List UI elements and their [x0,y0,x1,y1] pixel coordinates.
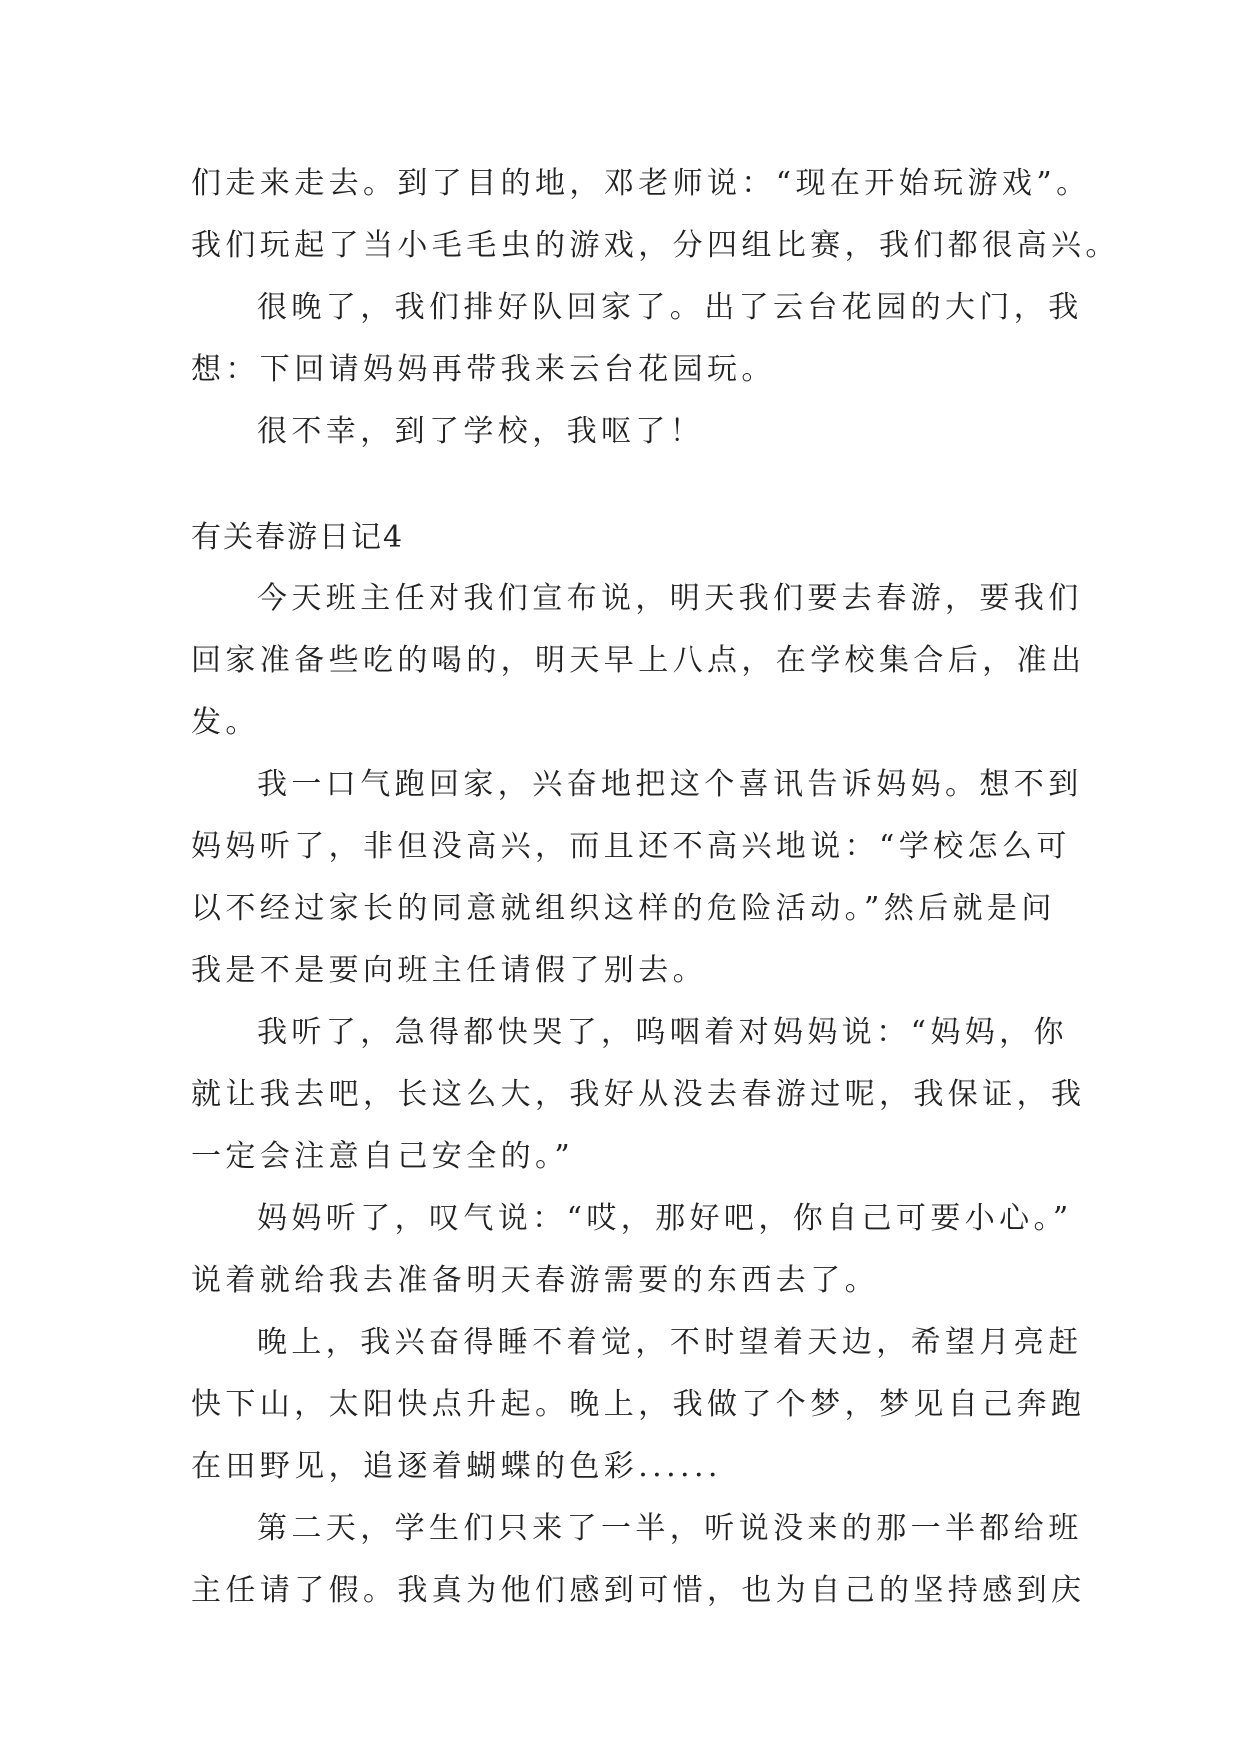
text-line: 想：下回请妈妈再带我来云台花园玩。 [191,352,776,387]
text-line: 主任请了假。我真为他们感到可惜，也为自己的坚持感到庆 [191,1573,1086,1608]
paragraph-start-line: 妈妈听了，叹气说：“哎，那好吧，你自己可要小心。” [257,1201,1073,1236]
text-line: 快下山，太阳快点升起。晚上，我做了个梦，梦见自己奔跑 [191,1387,1086,1422]
paragraph-start-line: 我听了，急得都快哭了，呜咽着对妈妈说：“妈妈，你 [257,1015,1068,1050]
text-line: 我是不是要向班主任请假了别去。 [191,953,707,988]
text-line: 就让我去吧，长这么大，我好从没去春游过呢，我保证，我 [191,1077,1086,1112]
section-title: 有关春游日记4 [191,520,405,555]
text-line: 发。 [191,705,260,740]
paragraph-start-line: 今天班主任对我们宣布说，明天我们要去春游，要我们 [257,581,1083,616]
text-line: 一定会注意自己安全的。” [191,1139,575,1174]
text-line: 回家准备些吃的喝的，明天早上八点，在学校集合后，准出 [191,643,1086,678]
paragraph-start-line: 很晚了，我们排好队回家了。出了云台花园的大门，我 [257,290,1083,325]
paragraph-start-line: 第二天，学生们只来了一半，听说没来的那一半都给班 [257,1511,1083,1546]
text-line: 说着就给我去准备明天春游需要的东西去了。 [191,1263,879,1298]
text-line: 在田野见，追逐着蝴蝶的色彩...... [191,1449,722,1484]
paragraph-start-line: 很不幸，到了学校，我呕了！ [257,414,705,449]
text-line: 们走来走去。到了目的地，邓老师说：“现在开始玩游戏”。 [191,166,1091,201]
text-line: 妈妈听了，非但没高兴，而且还不高兴地说：“学校怎么可 [191,829,1071,864]
paragraph-start-line: 我一口气跑回家，兴奋地把这个喜讯告诉妈妈。想不到 [257,767,1083,802]
paragraph-start-line: 晚上，我兴奋得睡不着觉，不时望着天边，希望月亮赶 [257,1325,1083,1360]
text-line: 我们玩起了当小毛毛虫的游戏，分四组比赛，我们都很高兴。 [191,228,1120,263]
text-line: 以不经过家长的同意就组织这样的危险活动。”然后就是问 [191,891,1056,926]
